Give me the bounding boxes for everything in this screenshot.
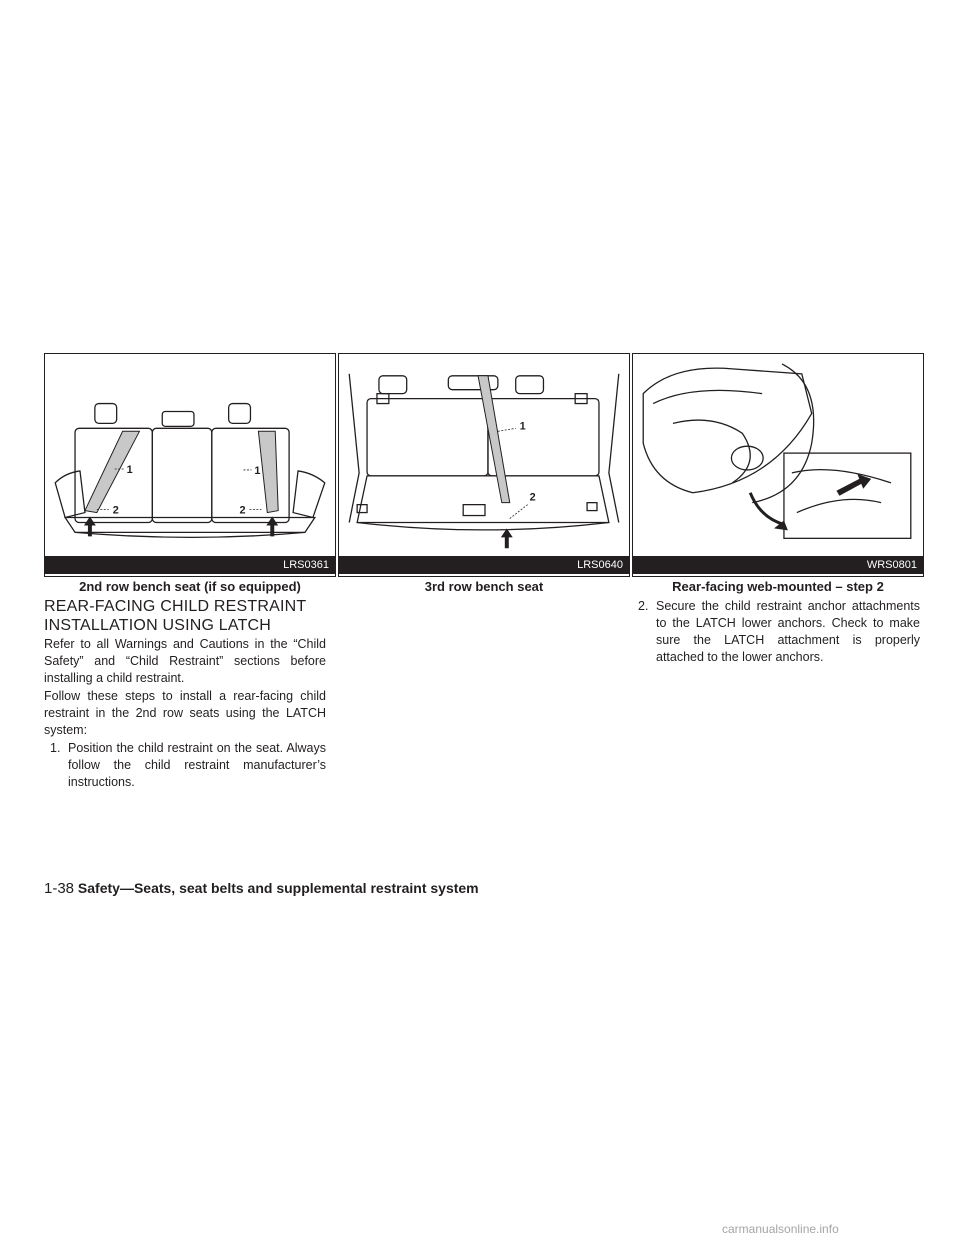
figure-rear-facing-step-2 <box>632 353 924 577</box>
illustration-3rd-row-seat <box>339 354 629 576</box>
watermark: carmanualsonline.info <box>722 1222 839 1236</box>
section-title: Safety—Seats, seat belts and supplemental restraint system <box>77 880 479 896</box>
figure-code: LRS0640 <box>339 556 629 574</box>
figure-2nd-row-bench-seat <box>44 353 336 577</box>
figure-caption: 3rd row bench seat <box>424 579 544 594</box>
callout-2-left: 2 <box>112 504 119 517</box>
arrow-icon <box>836 474 871 496</box>
figure-caption: 2nd row bench seat (if so equipped) <box>79 579 301 594</box>
callout-1-right: 1 <box>254 464 261 477</box>
illustration-rear-facing-seat <box>633 354 923 576</box>
callout-2-right: 2 <box>239 504 246 517</box>
page-number: 1-38 <box>44 880 75 897</box>
section-heading: REAR-FACING CHILD RESTRAINT INSTALLATION USING LATCH <box>44 598 307 634</box>
callout-1: 1 <box>519 420 526 433</box>
paragraph-steps-intro: Follow these steps to install a rear-facing child restraint in the 2nd row seats using the LATCH system: <box>44 689 326 737</box>
paragraph-warnings: Refer to all Warnings and Cautions in the “Child Safety” and “Child Restraint” sections before installing a child restraint. <box>44 637 326 685</box>
figure-code: WRS0801 <box>633 556 923 574</box>
arrow-up-icon <box>501 528 513 548</box>
callout-2: 2 <box>529 491 536 504</box>
figure-caption: Rear-facing web-mounted – step 2 <box>672 579 884 594</box>
figure-code: LRS0361 <box>45 556 335 574</box>
illustration-2nd-row-seat <box>45 354 335 576</box>
arrow-up-icon <box>266 517 278 537</box>
callout-1-left: 1 <box>126 463 133 476</box>
figure-3rd-row-bench-seat <box>338 353 630 577</box>
page-footer <box>44 880 479 897</box>
